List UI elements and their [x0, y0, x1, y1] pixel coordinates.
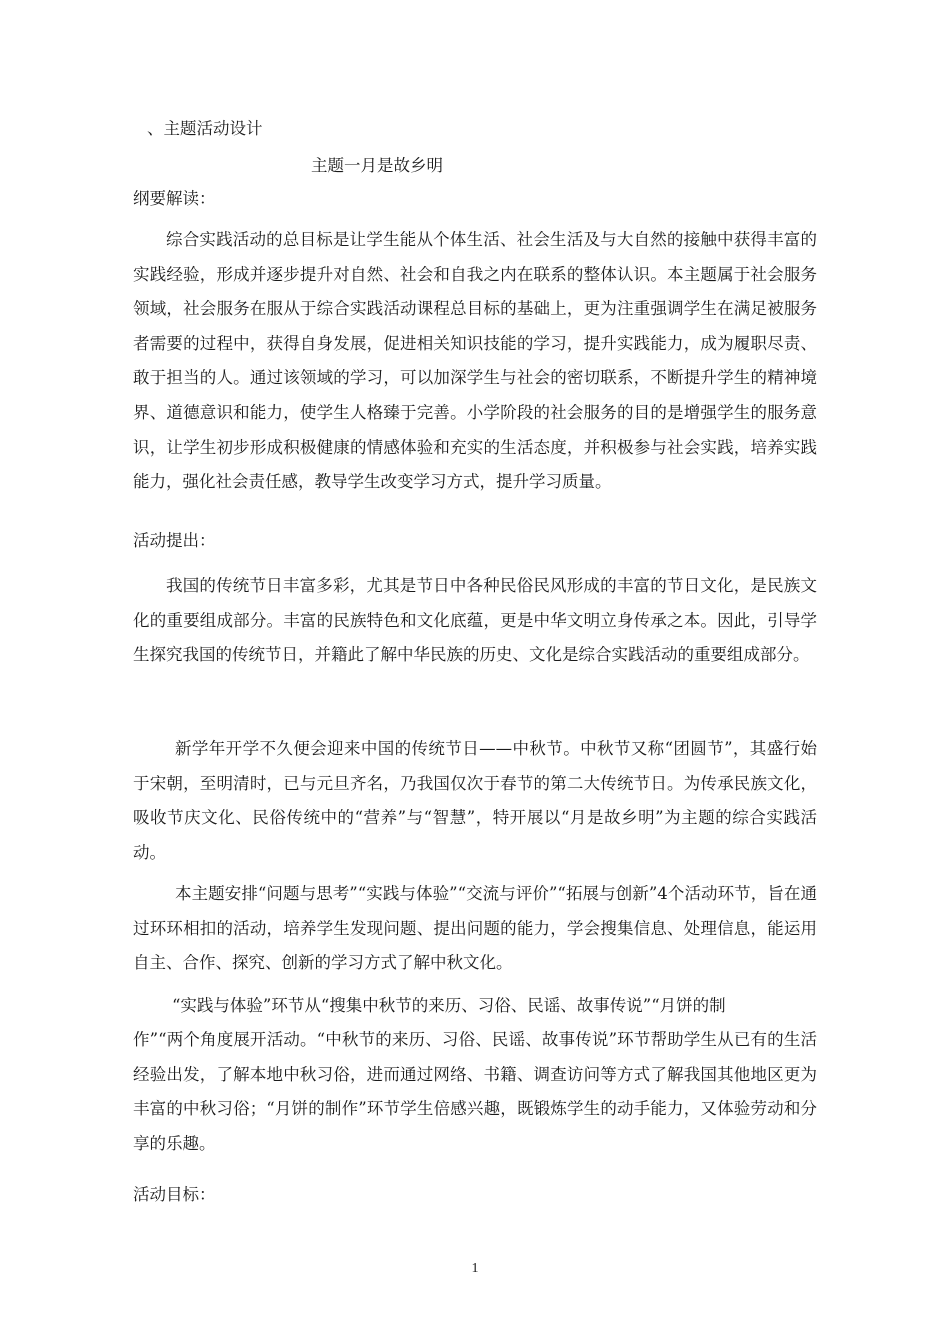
activity-paragraph-3: 本主题安排“问题与思考”“实践与体验”“交流与评价”“拓展与创新”4个活动环节，旨在通过环环相扣的活动，培养学生发现问题、提出问题的能力，学会搜集信息、处理信息，能运用自主、合作、探究、创新的学习方式了解中秋文化。	[133, 884, 817, 973]
goal-label: 活动目标：	[133, 1185, 216, 1204]
activity-paragraph-4-first-line: “实践与体验”环节从“搜集中秋节的来历、习俗、民谣、故事传说”“月饼的制	[172, 996, 726, 1015]
page-number: 1	[471, 1261, 479, 1276]
activity-paragraph-4: 作”“两个角度展开活动。“中秋节的来历、习俗、民谣、故事传说”环节帮助学生从已有的生活经验出发，了解本地中秋习俗，进而通过网络、书籍、调查访问等方式了解我国其他地区更为丰富的中秋习俗；“月饼的制作”环节学生倍感兴趣，既锻炼学生的动手能力，又体验劳动和分享的乐趣。	[133, 1030, 817, 1153]
outline-label: 纲要解读：	[133, 189, 216, 208]
activity-paragraph-1: 我国的传统节日丰富多彩，尤其是节日中各种民俗民风形成的丰富的节日文化，是民族文化的重要组成部分。丰富的民族特色和文化底蕴，更是中华文明立身传承之本。因此，引导学生探究我国的传统节日，并籍此了解中华民族的历史、文化是综合实践活动的重要组成部分。	[133, 576, 817, 665]
activity-paragraph-2: 新学年开学不久便会迎来中国的传统节日——中秋节。中秋节又称“团圆节”，其盛行始于宋朝，至明清时，已与元旦齐名，乃我国仅次于春节的第二大传统节日。为传承民族文化，吸收节庆文化、民俗传统中的“营养”与“智慧”，特开展以“月是故乡明”为主题的综合实践活动。	[133, 739, 817, 862]
outline-paragraph: 综合实践活动的总目标是让学生能从个体生活、社会生活及与大自然的接触中获得丰富的实践经验，形成并逐步提升对自然、社会和自我之内在联系的整体认识。本主题属于社会服务领域，社会服务在服从于综合实践活动课程总目标的基础上，更为注重强调学生在满足被服务者需要的过程中，获得自身发展，促进相关知识技能的学习，提升实践能力，成为履职尽责、敢于担当的人。通过该领域的学习，可以加深学生与社会的密切联系，不断提升学生的精神境界、道德意识和能力，使学生人格臻于完善。小学阶段的社会服务的目的是增强学生的服务意识，让学生初步形成积极健康的情感体验和充实的生活态度，并积极参与社会实践，培养实践能力，强化社会责任感，教导学生改变学习方式，提升学习质量。	[133, 230, 817, 492]
section-heading: 、主题活动设计	[147, 119, 263, 138]
theme-title: 主题一月是故乡明	[311, 156, 443, 175]
activity-label: 活动提出：	[133, 531, 216, 550]
